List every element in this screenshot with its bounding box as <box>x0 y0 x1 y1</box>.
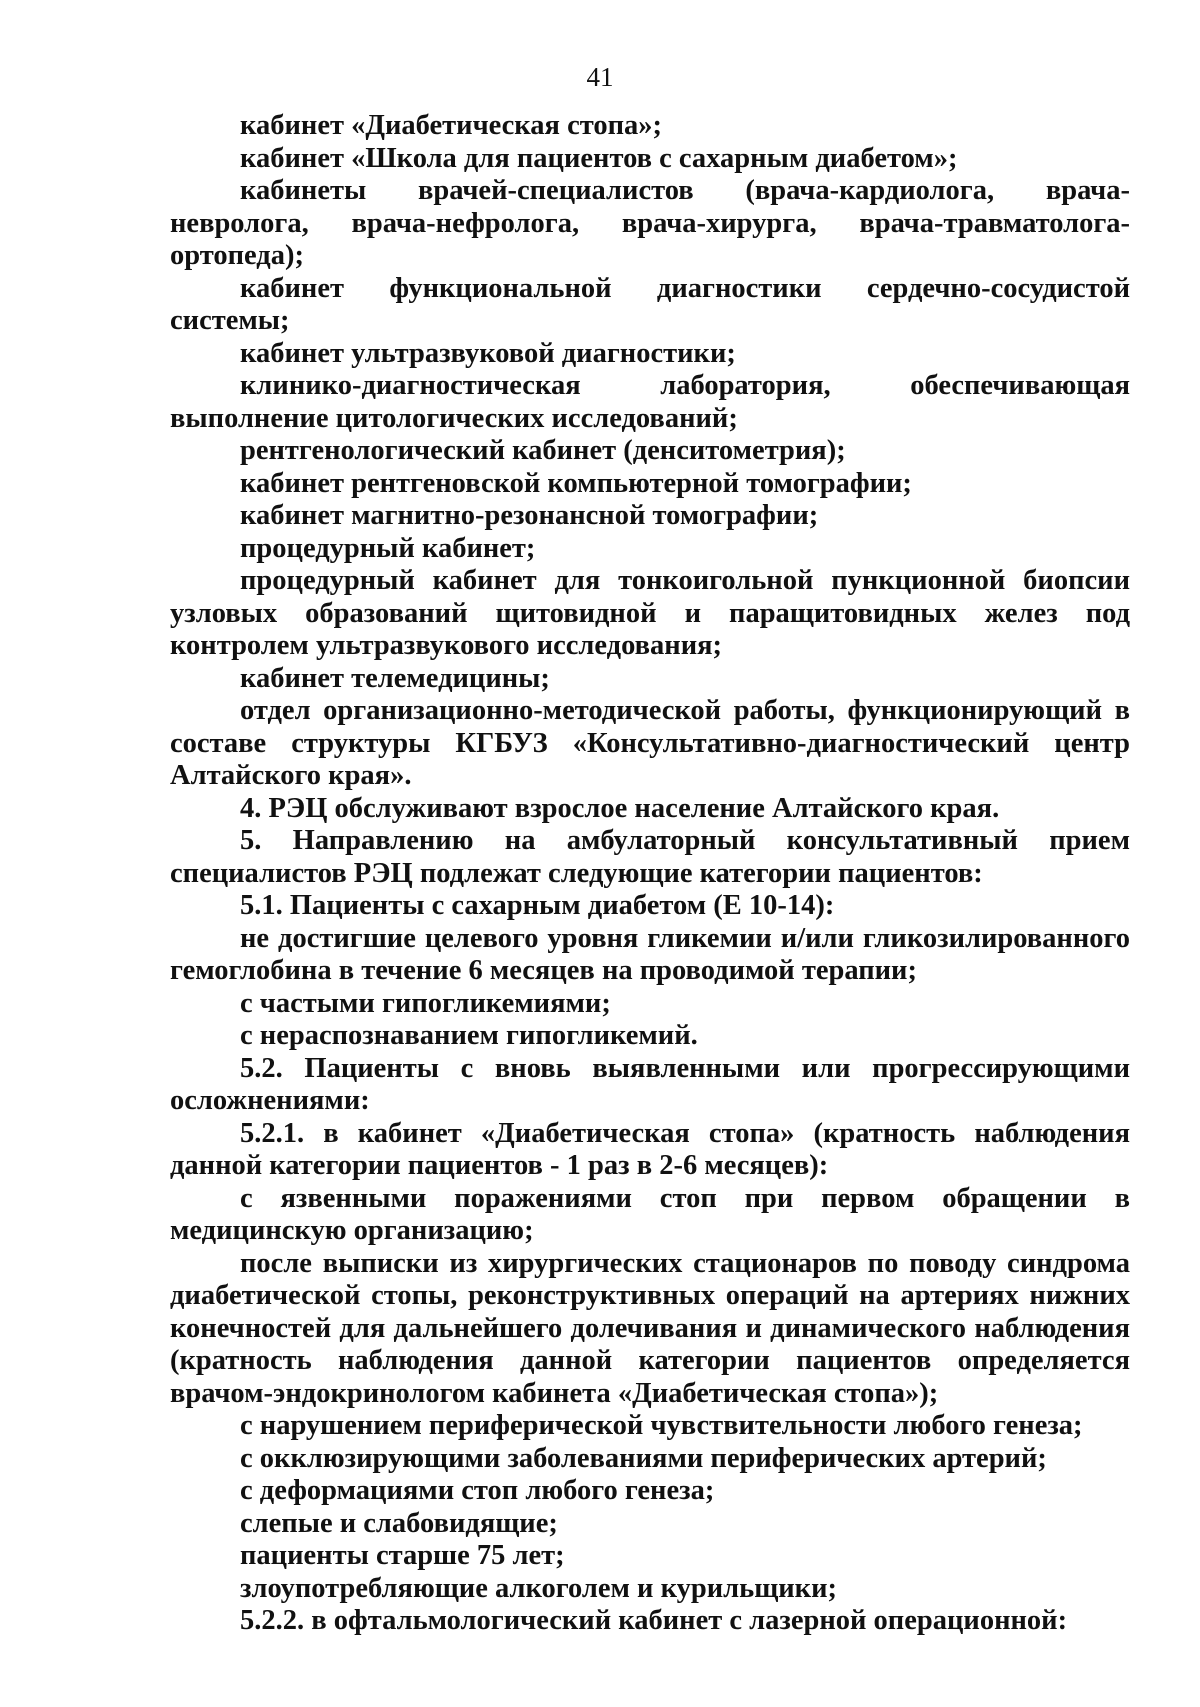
paragraph: 5.1. Пациенты с сахарным диабетом (Е 10-14): <box>240 890 835 921</box>
paragraph: 5. Направлению на амбулаторный консультативный прием специалистов РЭЦ подлежат следующие категории пациентов: <box>170 825 1130 889</box>
paragraph: злоупотребляющие алкоголем и курильщики; <box>240 1572 838 1604</box>
paragraph: слепые и слабовидящие; <box>240 1507 558 1539</box>
paragraph: 5.2.1. в кабинет «Диабетическая стопа» (кратность наблюдения данной категории пациентов - 1 раз в 2-6 месяцев): <box>170 1117 1130 1181</box>
paragraph: с деформациями стоп любого генеза; <box>240 1475 715 1506</box>
paragraph: с нарушением периферической чувствительности любого генеза; <box>240 1410 1083 1441</box>
paragraph: кабинет телемедицины; <box>240 662 550 694</box>
paragraph: с окклюзирующими заболеваниями периферических артерий; <box>240 1442 1047 1474</box>
paragraph: 5.2.2. в офтальмологический кабинет с лазерной операционной: <box>240 1605 1068 1636</box>
paragraph: кабинет функциональной диагностики сердечно-сосудистой системы; <box>170 272 1130 336</box>
paragraph: отдел организационно-методической работы, функционирующий в составе структуры КГБУЗ «Консультативно-диагностический центр Алтайского края». <box>170 695 1130 791</box>
paragraph: с нераспознаванием гипогликемий. <box>240 1020 698 1051</box>
paragraph: не достигшие целевого уровня гликемии и/или гликозилированного гемоглобина в течение 6 месяцев на проводимой терапии; <box>170 922 1130 986</box>
paragraph: процедурный кабинет; <box>240 532 536 564</box>
paragraph: процедурный кабинет для тонкоигольной пункционной биопсии узловых образований щитовидной и паращитовидных желез под контролем ультразвукового исследования; <box>170 565 1130 661</box>
document-body <box>170 110 1130 1638</box>
paragraph: кабинет «Диабетическая стопа»; <box>240 110 663 141</box>
paragraph: кабинет ультразвуковой диагностики; <box>240 337 736 369</box>
paragraph: с язвенными поражениями стоп при первом обращении в медицинскую организацию; <box>170 1182 1130 1246</box>
paragraph: кабинеты врачей-специалистов (врача-кардиолога, врача-невролога, врача-нефролога, врача-хирурга, врача-травматолога- ортопеда); <box>170 175 1130 271</box>
page-number: 41 <box>586 62 614 92</box>
paragraph: кабинет магнитно-резонансной томографии; <box>240 500 819 531</box>
paragraph: пациенты старше 75 лет; <box>240 1540 565 1571</box>
paragraph: 4. РЭЦ обслуживают взрослое население Алтайского края. <box>240 792 1000 824</box>
paragraph: рентгенологический кабинет (денситометрия); <box>240 435 846 466</box>
paragraph: кабинет «Школа для пациентов с сахарным диабетом»; <box>240 142 958 174</box>
paragraph: 5.2. Пациенты с вновь выявленными или прогрессирующими осложнениями: <box>170 1052 1130 1116</box>
paragraph: с частыми гипогликемиями; <box>240 987 611 1019</box>
paragraph: кабинет рентгеновской компьютерной томографии; <box>240 467 912 499</box>
paragraph: после выписки из хирургических стационаров по поводу синдрома диабетической стопы, реконструктивных операций на артериях нижних конечностей для дальнейшего долечивания и динамического наблюдения (кратность наблюдения данной категории пациентов определяется врачом-эндокринологом кабинета «Диабетическая стопа»); <box>170 1247 1130 1409</box>
paragraph: клинико-диагностическая лаборатория, обеспечивающая выполнение цитологических исследований; <box>170 370 1130 434</box>
